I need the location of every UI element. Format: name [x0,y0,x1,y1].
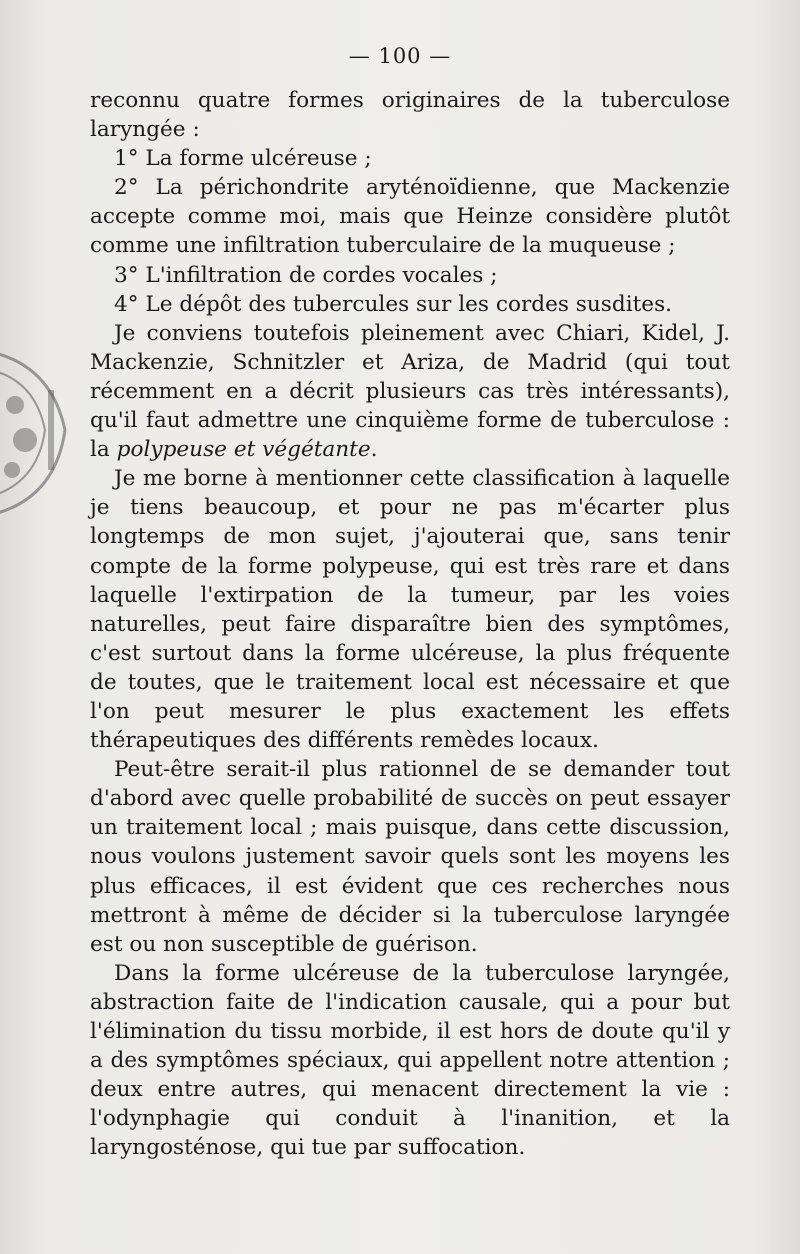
list-item-1: 1° La forme ulcéreuse ; [114,146,372,172]
italic-term: polypeuse et végétante [116,437,371,463]
library-stamp-icon [0,330,80,530]
list-item-4: 4° Le dépôt des tubercules sur les cordes susdites. [114,291,673,317]
page-number: — 100 — [348,44,452,68]
paragraph-ulcereuse: Dans la forme ulcéreuse de la tuberculose laryngée, abstraction faite de l'indication causale, qui a pour but l'élimination du tissu morbide, il est hors de doute qu'il y a des symptômes spéciaux, qui appellent notre attention ; deux entre autres, qui menacent directement la vie : l'odynphagie qui conduit à l'inanition, et la laryngosténose, qui tue par suffocation. [90,960,730,1161]
list-item-2: 2° La périchondrite aryténoïdienne, que Mackenzie accepte comme moi, mais que Heinze considère plutôt comme une infiltration tuberculaire de la muqueuse ; [90,175,730,259]
body-text [90,86,730,1162]
paragraph-borne: Je me borne à mentionner cette classification à laquelle je tiens beaucoup, et pour ne pas m'écarter plus longtemps de mon sujet, j'ajouterai que, sans tenir compte de la forme polypeuse, qui est très rare et dans laquelle l'extirpation de la tumeur, par les voies naturelles, peut faire disparaître bien des symptômes, c'est surtout dans la forme ulcéreuse, la plus fréquente de toutes, que le traitement local est nécessaire et que l'on peut mesurer le plus exactement les effets thérapeutiques des différents remèdes locaux. [90,466,730,754]
paragraph-peut-etre: Peut-être serait-il plus rationnel de se demander tout d'abord avec quelle probabilité de succès on peut essayer un traitement local ; mais puisque, dans cette discussion, nous voulons justement savoir quels sont les moyens les plus efficaces, il est évident que ces recherches nous mettront à même de décider si la tuberculose laryngée est ou non susceptible de guérison. [90,757,730,957]
paragraph-1: reconnu quatre formes originaires de la tuberculose laryngée : [90,88,730,143]
list-item-3: 3° L'infiltration de cordes vocales ; [114,262,498,288]
paragraph-classification-text: Je conviens toutefois pleinement avec Chiari, Kidel, J. Mackenzie, Schnitzler et Ariza, de Madrid (qui tout récemment en a décrit plusieurs cas très intéressants), qu'il faut admettre une cinquième forme de tuberculose : la [90,320,730,463]
paragraph-classification [90,319,730,464]
paragraph-classification-end: . [370,437,378,463]
